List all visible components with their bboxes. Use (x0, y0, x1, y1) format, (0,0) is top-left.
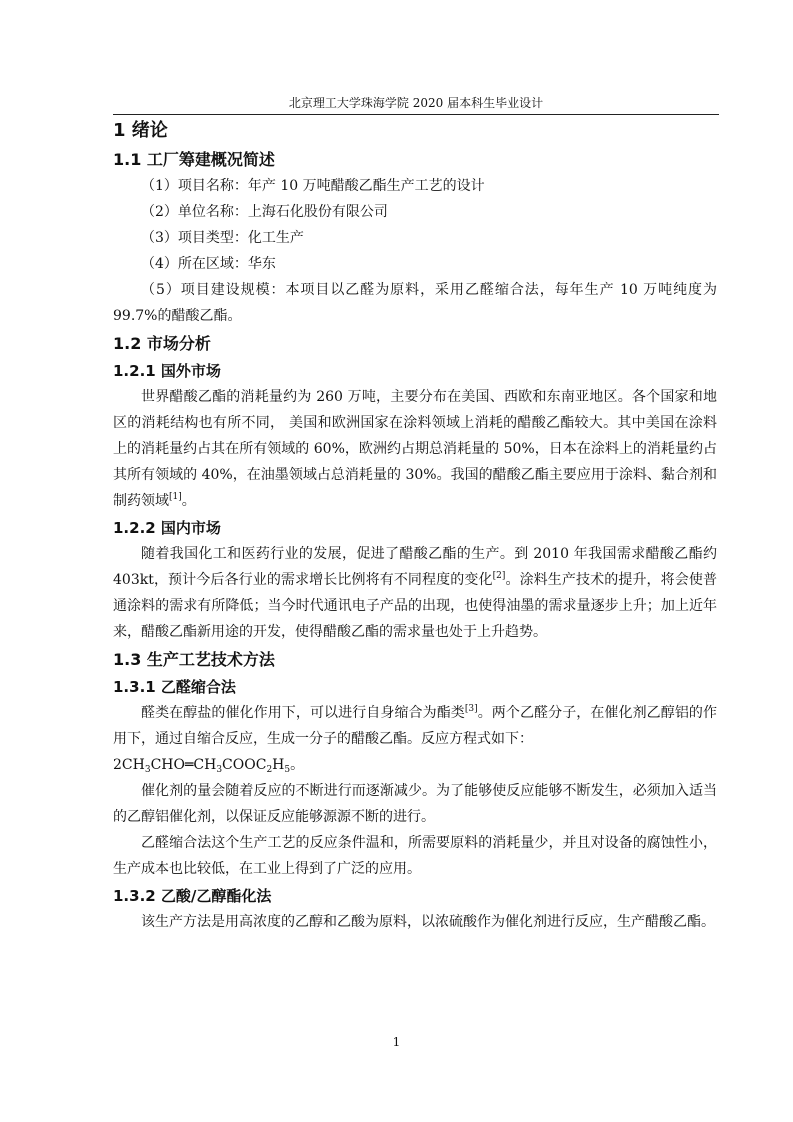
reaction-equation (113, 752, 717, 778)
section-1-2-1-title: 1.2.1 国外市场 (113, 362, 221, 380)
equation-subscript: 5 (284, 765, 291, 775)
catalyst-paragraph: 催化剂的量会随着反应的不断进行而逐渐减少。为了能够使反应能够不断发生，必须加入适当的乙醇铝催化剂，以保证反应能够源源不断的进行。 (113, 783, 717, 825)
aldehyde-text-b: 。两个乙醛分子，在催化剂乙醇铝的作用下，通过自缩合反应，生成一分子的醋酸乙酯。反应方程式如下： (113, 705, 718, 747)
equation-subscript: 3 (144, 765, 151, 775)
domestic-market-paragraph (113, 541, 717, 645)
foreign-market-text: 世界醋酸乙酯的消耗量约为 260 万吨，主要分布在美国、西欧和东南亚地区。各个国家和地区的消耗结构也有所不同， 美国和欧洲国家在涂料领域上消耗的醋酸乙酯较大。其中美国在涂料上的消耗量约占其在所有领域的 60%，欧洲约占期总消耗量的 50%，日本在涂料上的消耗量约占其所有领域的 40%，在油墨领域占总消耗量的 30%。我国的醋酸乙酯主要应用于涂料、黏合剂和制药领域 (113, 389, 717, 509)
chapter-title: 1 绪论 (113, 120, 168, 141)
section-1-3-2-title: 1.3.2 乙酸/乙醇酯化法 (113, 887, 272, 905)
equation-subscript: 2 (266, 765, 273, 775)
project-name-item: （1）项目名称：年产 10 万吨醋酸乙酯生产工艺的设计 (141, 178, 485, 194)
page-number: 1 (392, 1035, 401, 1049)
header-rule (113, 114, 719, 115)
equation-subscript: 3 (216, 765, 223, 775)
region-item: （4）所在区域：华东 (141, 256, 276, 272)
equation-part: CHO═CH (150, 757, 217, 773)
aldehyde-text-a: 醛类在醇盐的催化作用下，可以进行自身缩合为酯类 (141, 705, 465, 721)
section-1-3-title: 1.3 生产工艺技术方法 (113, 650, 275, 669)
foreign-market-tail: 。 (181, 493, 196, 509)
equation-part: 。 (290, 757, 305, 773)
section-1-1-title: 1.1 工厂筹建概况简述 (113, 150, 275, 169)
section-1-3-1-title: 1.3.1 乙醛缩合法 (113, 678, 236, 696)
foreign-market-paragraph (113, 384, 717, 514)
citation-2[interactable]: [2] (492, 571, 506, 581)
document-body (113, 117, 717, 935)
esterification-paragraph: 该生产方法是用高浓度的乙醇和乙酸为原料，以浓硫酸作为催化剂进行反应，生产醋酸乙酯。 (141, 914, 715, 930)
domestic-market-text-a: 随着我国化工和医药行业的发展，促进了醋酸乙酯的生产。到 2010 年我国需求醋酸乙酯约 403kt，预计今后各行业的需求增长比例将有不同程度的变化 (113, 546, 717, 588)
section-1-2-title: 1.2 市场分析 (113, 334, 211, 353)
page-header: 北京理工大学珠海学院 2020 届本科生毕业设计 (288, 96, 544, 110)
domestic-market-text-b: 。涂料生产技术的提升，将会使普通涂料的需求有所降低；当今时代通讯电子产品的出现，也使得油墨的需求量逐步上升；加上近年来，醋酸乙酯新用途的开发，使得醋酸乙酯的需求量也处于上升趋势。 (113, 572, 717, 640)
company-name-item: （2）单位名称：上海石化股份有限公司 (141, 204, 388, 220)
citation-3[interactable]: [3] (464, 704, 478, 714)
citation-1[interactable]: [1] (169, 492, 182, 502)
project-scale-item: （5）项目建设规模：本项目以乙醛为原料，采用乙醛缩合法，每年生产 10 万吨纯度为 99.7%的醋酸乙酯。 (113, 282, 717, 324)
equation-part: 2CH (113, 757, 145, 773)
project-type-item: （3）项目类型：化工生产 (141, 230, 304, 246)
equation-part: COOC (222, 757, 267, 773)
equation-part: H (272, 757, 285, 773)
section-1-2-2-title: 1.2.2 国内市场 (113, 519, 221, 537)
aldehyde-condensation-paragraph (113, 700, 717, 752)
process-advantage-paragraph: 乙醛缩合法这个生产工艺的反应条件温和，所需要原料的消耗量少，并且对设备的腐蚀性小，生产成本也比较低，在工业上得到了广泛的应用。 (113, 835, 717, 877)
